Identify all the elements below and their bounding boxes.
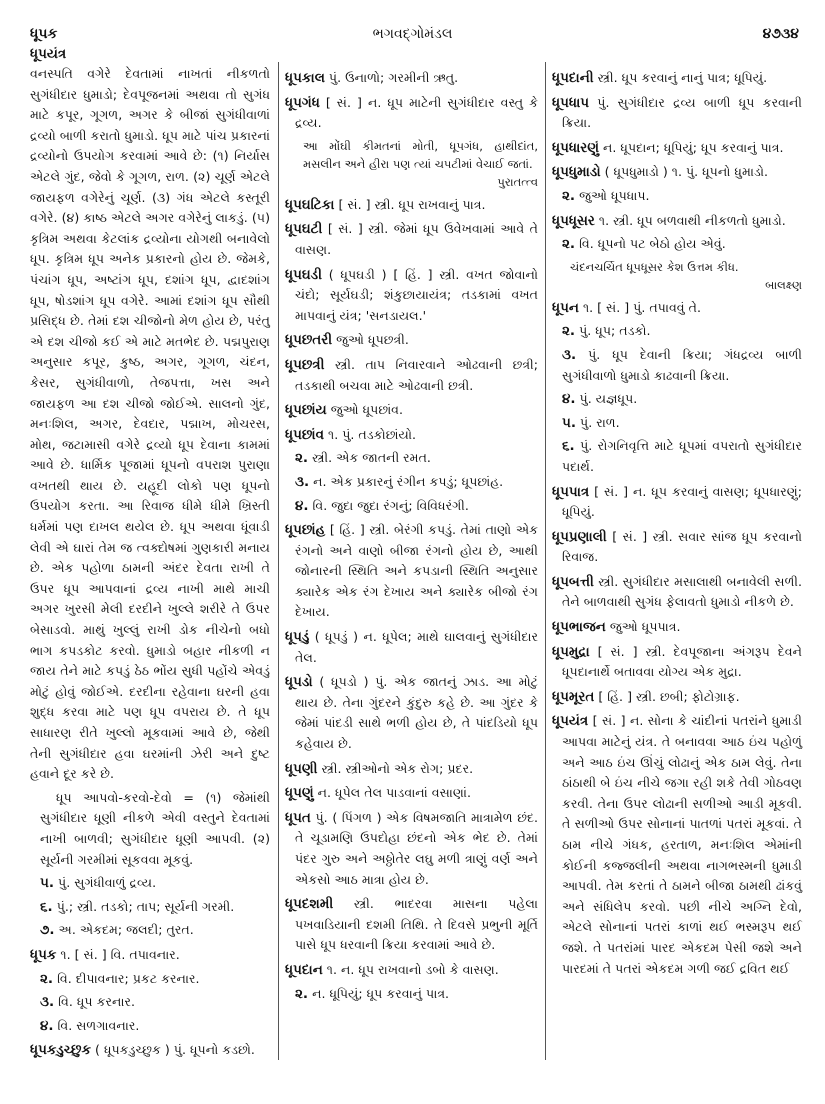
sense-number: ૨. bbox=[562, 323, 576, 340]
definition-text: પું. ધૂપ દેવાની ક્રિયા; ગંધદ્રવ્ય બાળી સુગંધીવાળો ધુમાડો કાઢવાની ક્રિયા. bbox=[562, 346, 802, 383]
definition-text: વિ. જુદા જુદા રંગનું; વિવિધરંગી. bbox=[312, 497, 469, 513]
dictionary-entry bbox=[285, 520, 538, 623]
entry-sense bbox=[30, 920, 270, 941]
dictionary-entry bbox=[285, 425, 538, 446]
definition-text: ૧. પું. તડકોછાંયો. bbox=[328, 426, 416, 442]
sense-number: ૨. bbox=[562, 187, 576, 204]
entry-sense bbox=[552, 321, 802, 342]
sense-number: ૨. bbox=[295, 450, 309, 467]
dictionary-entry bbox=[552, 617, 802, 638]
definition-text: જુઓ ધૂપધાપ. bbox=[579, 187, 650, 203]
sense-number: ૪. bbox=[562, 391, 576, 408]
definition-text: વિ. ધૂપ કરનાર. bbox=[58, 994, 135, 1010]
headword: ધૂપમૂરત bbox=[552, 688, 595, 705]
definition-text: વનસ્પતિ વગેરે દેવતામાં નાખતાં નીકળતો સુગંધીદાર ધુમાડો; દેવપૂજનમાં અથવા તો સુગંધ માટે કપૂર, ગૂગળ, અગર કે બીજાં સુગંધીવાળાં દ્રવ્યો બાળી કરાતો ધુમાડો. ધૂપ માટે પાંચ પ્રકારનાં દ્રવ્યોનો ઉપયોગ કરવામાં આવે છે: (૧) નિર્યાસ એટલે ગુંદ, જેવો કે ગૂગળ, રાળ. (૨) ચૂર્ણ એટલે જાયફળ વગેરેનું ચૂર્ણ. (૩) ગંધ એટલે કસ્તૂરી વગેરે. (૪) કાષ્ઠ એટલે અગર વગેરેનું લાકડું. (૫) કૃત્રિમ અથવા કેટલાંક દ્રવ્યોના યોગથી બનાવેલો ધૂપ. કૃત્રિમ ધૂપ અનેક પ્રકારનો હોય છે. જેમકે, પંચાંગ ધૂપ, અષ્ટાંગ ધૂપ, દશાંગ ધૂપ, દ્વાદશાંગ ધૂપ, ષોડશાંગ ધૂપ વગેરે. આમાં દશાંગ ધૂપ સૌથી પ્રસિદ્ધ છે. તેમાં દશ ચીજોનો મેળ હોય છે, પરંતુ એ દશ ચીજો કઈ એ માટે મતભેદ છે. પદ્મપુરાણ અનુસાર કપૂર, કુષ્ઠ, અગર, ગૂગળ, ચંદન, કેસર, સુગંધીવાળો, તેજપત્તા, ખસ અને જાયફળ આ દશ ચીજો જોઈએ. સાલનો ગુંદ, મનઃશિલ, અગર, દેવદાર, પદ્માખ, મોચરસ, મોથ, જટામાસી વગેરે દ્રવ્યો ધૂપ દેવાના કામમાં આવે છે. ધાર્મિક પૂજામાં ધૂપનો વપરાશ પુરાણા વખતથી થાય છે. યહૂદી લોકો પણ ધૂપનો ઉપયોગ કરતા. આ રિવાજ ધીમે ધીમે ખ્રિસ્તી ધર્મમાં પણ દાખલ થયેલ છે. ધૂપ અથવા ધૂંવાડી લેવી એ ઘારાં તેમ જ ત્વક્દોષમાં ગુણકારી મનાય છે. એક પહોળા ઠામની અંદર દેવતા રાખી તે ઉપર ધૂપ આપવાનાં દ્રવ્ય નાખી માથે માચી અગર ખુરસી મેલી દરદીને ખુલ્લે શરીરે તે ઉપર બેસાડવો. માથું ખુલ્લું રાખી ડોક નીચેનો બધો ભાગ કપડકોટ કરવો. ધુમાડો બહાર નીકળી ન જાય તેને માટે કપડું ઠેઠ ભોંય સુધી પહોંચે એવડું મોટું હોવું જોઈએ. દરદીના રહેવાના ઘરની હવા શુદ્ધ કરવા માટે પણ ધૂપ વપરાય છે. તે ધૂપ સાધારણ રીતે ખુલ્લો મૂકવામાં આવે છે, જેથી તેની સુગંધીદાર હવા ઘરમાંની ઝેરી અને દુષ્ટ હવાને દૂર કરે છે. bbox=[30, 66, 270, 782]
dictionary-entry bbox=[552, 482, 802, 523]
citation-quote bbox=[552, 258, 802, 294]
sense-number: ૨. bbox=[295, 985, 309, 1002]
sense-number: ૬. bbox=[562, 438, 575, 455]
entry-sense bbox=[552, 345, 802, 386]
sense-number: ૩. bbox=[562, 346, 577, 363]
entry-sense bbox=[285, 472, 538, 493]
definition-text: ૧. સ્ત્રી. ધૂપ બળવાથી નીકળતો ધુમાડો. bbox=[598, 212, 786, 228]
entry-sense bbox=[552, 389, 802, 410]
dictionary-entry bbox=[285, 894, 538, 956]
headword: ધૂપછત્રી bbox=[285, 356, 325, 373]
idiom-entry bbox=[30, 788, 270, 870]
headword: ધૂપછતરી bbox=[285, 332, 333, 349]
definition-text: ( ધૂપકડુચ્છુક ) પું. ધૂપનો કડછો. bbox=[95, 1042, 255, 1058]
definition-text: સ્ત્રી. ધૂપ કરવાનું નાનું પાત્ર; ધૂપિયું. bbox=[597, 70, 768, 85]
definition-text: જુઓ ધૂપછાંવ. bbox=[330, 402, 404, 418]
definition-text: પું. ( પિંગળ ) એક વિષમજાતિ માત્રામેળ છંદ. તે ચૂડામણિ ઉપદોહા છંદનો એક ભેદ છે. તેમાં પંદર ગુરુ અને અઠ્ઠોતેર લઘુ મળી ત્રાણું વર્ણ અને એકસો આઠ માત્રા હોય છે. bbox=[295, 809, 538, 887]
dictionary-entry bbox=[285, 195, 538, 216]
definition-text: ( ધૂપડો ) પું. એક જાતનું ઝાડ. આ મોટું થાય છે. તેના ગુંદરને કુંદુરુ કહે છે. આ ગુંદર કે જેમાં પાંદડી સાથે ભળી હોય છે, તે પાંદડિયો ધૂપ કહેવાય છે. bbox=[295, 674, 538, 752]
dictionary-entry bbox=[552, 642, 802, 683]
book-title: ભગવદ્ગોમંડલ bbox=[372, 26, 453, 42]
definition-text: પું. યજ્ઞધૂપ. bbox=[579, 391, 638, 407]
dictionary-entry bbox=[552, 527, 802, 568]
definition-text: ધૂપ આપવો-કરવો-દેવો = (૧) જેમાંથી સુગંધીદાર ધૂણી નીકળે એવી વસ્તુને દેવતામાં નાખી બાળવી; સુગંધીદાર ધૂણી આપવી. (૨) સૂર્યની ગરમીમાં સૂકવવા મૂકવું. bbox=[40, 789, 270, 867]
definition-text: પું. રોગનિવૃત્તિ માટે ધૂપમાં વપરાતો સુગંધીદાર પદાર્થ. bbox=[562, 438, 802, 474]
definition-text: ન. ધૂપદાન; ધૂપિયું; ધૂપ કરવાનું પાત્ર. bbox=[603, 139, 784, 155]
headword: ધૂપછાંહ bbox=[285, 522, 326, 539]
definition-text: ( ધૂપડું ) ન. ધૂપેલ; માથે ઘાલવાનું સુગંધીદાર તેલ. bbox=[295, 629, 538, 665]
entry-sense bbox=[30, 897, 270, 918]
definition-text: [ સં. ] ન. ધૂપ માટેની સુગંધીદાર વસ્તુ કે દ્રવ્ય. bbox=[295, 94, 538, 131]
definition-text: ચંદનચર્ચિત ધૂપધૂસર કેશ ઉત્તમ કીધ. bbox=[570, 259, 739, 274]
column-divider bbox=[545, 62, 546, 1060]
entry-sense bbox=[30, 873, 270, 894]
definition-text: [ સં. ] ન. ધૂપ કરવાનું વાસણ; ધૂપધારણું; ધૂપિયું. bbox=[562, 483, 802, 520]
definition-text: ૧. [ સં. ] વિ. તપાવનાર. bbox=[60, 946, 180, 962]
definition-text: પું. ઉનાળો; ગરમીની ઋતુ. bbox=[328, 70, 459, 85]
dictionary-entry bbox=[285, 219, 538, 260]
headword: ધૂપણી bbox=[285, 760, 318, 777]
definition-text: [ હિં. ] સ્ત્રી. છબી; ફોટોગ્રાફ. bbox=[598, 688, 740, 704]
definition-text: પું. રાળ. bbox=[580, 414, 620, 430]
headword: ધૂપપાત્ર bbox=[552, 483, 590, 500]
definition-text: પું. સુગંધીવાળું દ્રવ્ય. bbox=[58, 875, 157, 891]
definition-text: ૧. ન. ધૂપ રાખવાનો ડબો કે વાસણ. bbox=[326, 961, 499, 977]
entry-sense bbox=[552, 186, 802, 207]
definition-text: [ સં. ] ન. સોના કે ચાંદીનાં પતરાંને ધુમાડી આપવા માટેનું યંત્ર. તે બનાવવા આઠ ઇંચ પહોળું અને આઠ ઇંચ ઊંચું લોઢાનું એક ઠામ લેવું. તેના ઠાંઠાથી બે ઇંચ નીચે જગા રહી શકે તેવી ગોઠવણ કરવી. તેના ઉપર લોઢાની સળીઓ આડી મૂકવી. તે સળીઓ ઉપર સોનાનાં પાતળાં પતરાં મૂકવાં. તે ઠામ નીચે ગંધક, હરતાળ, મનઃશિલ એમાંની કોઈની કજ્જલીની અથવા નાગભસ્મની ધુમાડી આપવી. તેમ કરતાં તે ઠામને બીજા ઠામથી ઢાંકવું અને સંધિલેપ કરવો. પછી નીચે અગ્નિ દેવો, એટલે સોનાનાં પતરાં કાળાં થઈ ભસ્મરૂપ થઈ જશે. તે પતરાંમાં પારદ એકદમ પેસી જશે અને પારદમાં તે પતરાં એકદમ ગળી જઈ દ્રવિત થઈ bbox=[562, 713, 802, 976]
definition-text: સ્ત્રી. એક જાતની રમત. bbox=[312, 450, 431, 466]
running-head-left: ધૂપક bbox=[30, 26, 58, 42]
definition-text: પું. સુગંધીદાર દ્રવ્ય બાળી ધૂપ કરવાની ક્રિયા. bbox=[562, 94, 802, 131]
headword: ધૂપબત્તી bbox=[552, 573, 594, 590]
entry-sense bbox=[552, 234, 802, 255]
sense-number: ૪. bbox=[40, 1017, 54, 1034]
sense-number: ૫. bbox=[40, 875, 54, 892]
entry-sense bbox=[30, 1016, 270, 1037]
headword: ધૂપભાજન bbox=[552, 619, 606, 636]
dictionary-entry bbox=[285, 759, 538, 780]
dictionary-entry bbox=[30, 945, 270, 966]
sense-number: ૩. bbox=[40, 994, 55, 1011]
definition-text: સ્ત્રી. તાપ નિવારવાને ઓઢવાની છત્રી; તડકાથી બચવા માટે ઓઢવાની છત્રી. bbox=[295, 356, 538, 393]
headword: ધૂપદશમી bbox=[285, 896, 334, 913]
dictionary-entry bbox=[552, 162, 802, 183]
definition-text: વિ. ધૂપનો પટ બેઠો હોય એવું. bbox=[579, 236, 726, 252]
dictionary-entry bbox=[285, 68, 538, 89]
page-number: ૪૭૩૪ bbox=[762, 26, 799, 42]
entry-body bbox=[30, 64, 270, 785]
headword: ધૂપદાન bbox=[285, 961, 323, 978]
sense-number: ૫. bbox=[562, 414, 576, 431]
definition-text: જુઓ ધૂપપાત્ર. bbox=[609, 619, 681, 635]
headword: ધૂપપ્રણાલી bbox=[552, 528, 607, 545]
dictionary-entry bbox=[552, 138, 802, 159]
definition-text: પું. ધૂપ; તડકો. bbox=[579, 323, 651, 339]
headword: ધૂપધૂસર bbox=[552, 212, 595, 229]
entry-sense bbox=[285, 984, 538, 1005]
citation-source: બાલક્ષ્ણ bbox=[765, 277, 802, 292]
definition-text: ( ધૂપધુમાડો ) ૧. પું. ધૂપનો ધુમાડો. bbox=[604, 164, 768, 180]
citation-quote bbox=[285, 137, 538, 191]
dictionary-entry bbox=[552, 68, 802, 89]
definition-text: આ મોંઘી કીમતનાં મોતી, ધૂપગંધ, હાથીદાંત, મસલીન અને હીરા પણ ત્યાં ચપટીમાં વેચાઈ જતાં. bbox=[303, 138, 538, 171]
definition-text: વિ. સળગાવનાર. bbox=[57, 1017, 140, 1033]
column-left bbox=[30, 64, 270, 1064]
headword: ધૂપછાંવ bbox=[285, 426, 325, 443]
sense-number: ૩. bbox=[295, 473, 310, 490]
dictionary-entry bbox=[552, 572, 802, 613]
definition-text: અ. એકદમ; જલદી; તુરત. bbox=[58, 922, 194, 938]
headword: ધૂપઘટિકા bbox=[285, 196, 335, 213]
dictionary-entry bbox=[285, 627, 538, 668]
entry-sense bbox=[30, 969, 270, 990]
headword: ધૂપઘડી bbox=[285, 266, 322, 283]
dictionary-entry bbox=[552, 211, 802, 232]
dictionary-entry bbox=[552, 711, 802, 979]
dictionary-entry bbox=[552, 687, 802, 708]
definition-text: ન. એક પ્રકારનું રંગીન કપડું; ધૂપછાંહ. bbox=[313, 473, 504, 489]
headword: ધૂપમુદ્રા bbox=[552, 643, 590, 660]
sense-number: ૨. bbox=[40, 970, 54, 987]
sense-number: ૨. bbox=[562, 236, 576, 253]
headword: ધૂપઘટી bbox=[285, 221, 323, 238]
sense-number: ૪. bbox=[295, 497, 309, 514]
headword: ધૂપધુમાડો bbox=[552, 164, 601, 181]
definition-text: [ હિં. ] સ્ત્રી. બેરંગી કપડું. તેમાં તાણો એક રંગનો અને વાણો બીજા રંગનો હોય છે, આથી જોનારની સ્થિતિ અને કપડાની સ્થિતિ અનુસાર ક્યારેક એક રંગ દેખાય અને ક્યારેક બીજો રંગ દેખાય. bbox=[295, 522, 538, 620]
headword: ધૂપધારણું bbox=[552, 139, 600, 156]
entry-sense bbox=[552, 436, 802, 477]
column-right bbox=[552, 64, 802, 982]
definition-text: વિ. દીપાવનાર; પ્રકટ કરનાર. bbox=[57, 970, 200, 986]
definition-text: સ્ત્રી. સ્ત્રીઓનો એક રોગ; પ્રદર. bbox=[321, 760, 474, 776]
dictionary-entry bbox=[285, 93, 538, 134]
dictionary-entry bbox=[285, 330, 538, 351]
headword: ધૂપક bbox=[30, 946, 57, 963]
entry-sense bbox=[30, 992, 270, 1013]
dictionary-entry bbox=[285, 783, 538, 804]
dictionary-entry bbox=[552, 298, 802, 319]
definition-text: જુઓ ધૂપછત્રી. bbox=[336, 332, 409, 348]
column-middle bbox=[285, 64, 538, 1007]
definition-text: ( ધૂપઘડી ) [ હિં. ] સ્ત્રી. વખત જોવાનો ચંદો; સૂર્યઘડી; શંકુછાયાયંત્ર; તડકામાં વખત માપવાનું યંત્ર; 'સનડાયલ.' bbox=[295, 266, 538, 323]
dictionary-entry bbox=[285, 672, 538, 754]
dictionary-entry bbox=[285, 400, 538, 421]
definition-text: સ્ત્રી. સુગંધીદાર મસાલાથી બનાવેલી સળી. તેને બાળવાથી સુગંધ ફેલાવતો ધુમાડો નીકળે છે. bbox=[562, 573, 802, 610]
headword: ધૂપદાની bbox=[552, 70, 594, 86]
entry-sense bbox=[285, 448, 538, 469]
dictionary-entry bbox=[30, 1040, 270, 1061]
entry-sense bbox=[285, 496, 538, 517]
headword: ધૂપડો bbox=[285, 674, 313, 691]
headword: ધૂપછાંય bbox=[285, 402, 327, 419]
definition-text: ૧. [ સં. ] પું. તપાવવું તે. bbox=[582, 299, 701, 315]
citation-source: પુરાતત્ત્વ bbox=[497, 174, 538, 189]
definition-text: ન. ધૂપિયું; ધૂપ કરવાનું પાત્ર. bbox=[312, 985, 450, 1001]
definition-text: [ સં. ] સ્ત્રી. જેમાં ધૂપ ઉવેખવામાં આવે તે વાસણ. bbox=[295, 221, 538, 257]
running-head-sub: ધૂપયંત્ર bbox=[30, 46, 67, 62]
headword: ધૂપયંત્ર bbox=[552, 713, 589, 730]
dictionary-entry bbox=[552, 93, 802, 134]
headword: ધૂપગંધ bbox=[285, 94, 320, 111]
dictionary-entry bbox=[285, 355, 538, 396]
sense-number: ૬. bbox=[40, 898, 53, 915]
headword: ધૂપડું bbox=[285, 629, 310, 646]
dictionary-entry bbox=[285, 808, 538, 890]
definition-text: પું.; સ્ત્રી. તડકો; તાપ; સૂર્યની ગરમી. bbox=[56, 898, 235, 914]
definition-text: સ્ત્રી. ભાદરવા માસના પહેલા પખવાડિયાની દશમી તિથિ. તે દિવસે પ્રભુની મૂર્તિ પાસે ધૂપ ધરવાની ક્રિયા કરવામાં આવે છે. bbox=[295, 896, 538, 953]
definition-text: [ સં. ] સ્ત્રી. દેવપૂજાના અંગરૂપ દેવને ધૂપદાનાર્થે બતાવવા યોગ્ય એક મુદ્રા. bbox=[562, 643, 802, 680]
definition-text: [ સં. ] સ્ત્રી. સવાર સાંજ ધૂપ કરવાનો રિવાજ. bbox=[562, 528, 802, 565]
dictionary-entry bbox=[285, 960, 538, 981]
column-divider bbox=[278, 62, 279, 1060]
headword: ધૂપણું bbox=[285, 785, 314, 802]
headword: ધૂપકડુચ્છુક bbox=[30, 1042, 92, 1059]
dictionary-entry bbox=[285, 265, 538, 327]
headword: ધૂપત bbox=[285, 809, 311, 826]
headword: ધૂપન bbox=[552, 299, 579, 316]
sense-number: ૭. bbox=[40, 922, 55, 939]
headword: ધૂપકાલ bbox=[285, 70, 325, 86]
definition-text: [ સં. ] સ્ત્રી. ધૂપ રાખવાનું પાત્ર. bbox=[338, 196, 486, 212]
headword: ધૂપધાપ bbox=[552, 94, 590, 111]
entry-sense bbox=[552, 413, 802, 434]
definition-text: ન. ધૂપેલ તેલ પાડવાનાં વસાણાં. bbox=[317, 785, 471, 801]
